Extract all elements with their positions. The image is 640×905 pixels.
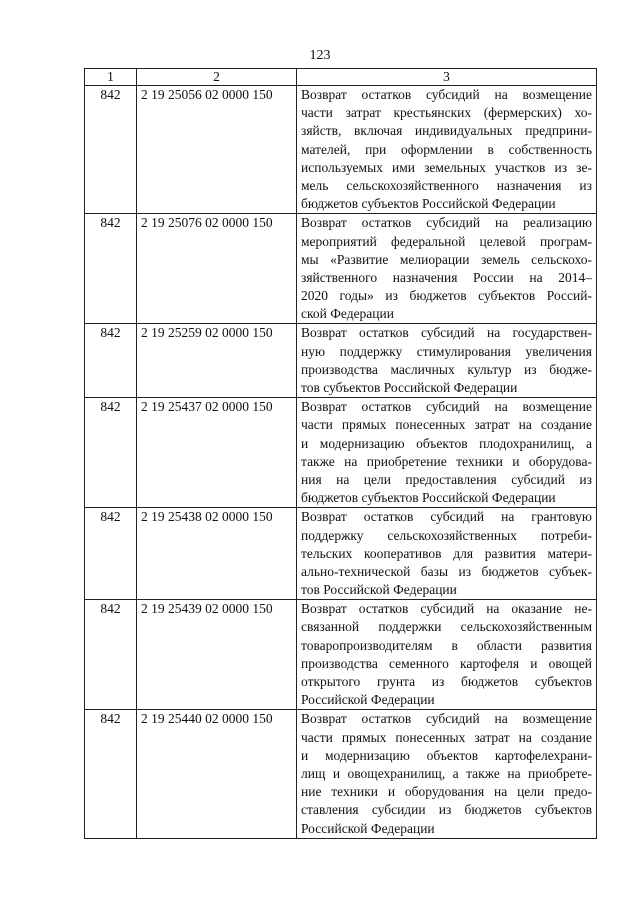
description-line: Возврат остатков субсидий на возмещение xyxy=(301,87,592,102)
description-line: мателей, при оформлении в собственность xyxy=(301,141,592,157)
description-line: ально-технической базы из бюджетов субъек- xyxy=(301,563,592,579)
description-line: 2020 годы» из бюджетов субъектов Россий- xyxy=(301,288,592,304)
description-line: части затрат крестьянских (фермерских) хо- xyxy=(301,105,592,121)
description-line: товаропроизводителям в области развития xyxy=(301,637,592,653)
description-line: лищ и овощехранилищ, а также на приобрете- xyxy=(301,765,592,781)
budget-classification-code-cell: 2 19 25056 02 0000 150 xyxy=(137,86,297,214)
column-header-1: 1 xyxy=(85,69,137,86)
budget-classification-code-cell: 2 19 25439 02 0000 150 xyxy=(137,600,297,710)
income-description-cell xyxy=(297,324,597,398)
budget-classification-code-cell: 2 19 25438 02 0000 150 xyxy=(137,508,297,600)
table-row xyxy=(85,600,597,710)
description-line: ния на цели предоставления субсидий из xyxy=(301,471,592,487)
description-line: зяйств, включая индивидуальных предприни- xyxy=(301,123,592,139)
table-row xyxy=(85,214,597,324)
page-number: 123 xyxy=(309,48,331,63)
description-line: ние техники и оборудования на цели предо- xyxy=(301,784,592,800)
income-description-cell xyxy=(297,214,597,324)
description-line: части прямых понесенных затрат на создание xyxy=(301,417,592,433)
description-line: ную поддержку стимулирования увеличения xyxy=(301,343,592,359)
column-header-3: 3 xyxy=(297,69,597,86)
income-description-cell xyxy=(297,86,597,214)
description-line: и модернизацию объектов картофелехрани- xyxy=(301,747,592,763)
budget-classification-code-cell: 2 19 25440 02 0000 150 xyxy=(137,710,297,838)
description-line: Возврат остатков субсидий на оказание не- xyxy=(301,601,592,617)
admin-code-cell: 842 xyxy=(85,398,137,508)
description-line: связанной поддержки сельскохозяйственным xyxy=(301,619,592,635)
description-line: также на приобретение техники и оборудова- xyxy=(301,453,592,469)
table-row xyxy=(85,86,597,214)
description-line: Возврат остатков субсидий на возмещение xyxy=(301,399,592,415)
description-line: производства семенного картофеля и овощей xyxy=(301,655,592,671)
description-line: и модернизацию объектов плодохранилищ, а xyxy=(301,435,592,451)
income-description-cell xyxy=(297,710,597,838)
table-header-row xyxy=(85,69,597,86)
budget-codes-table xyxy=(84,68,597,839)
description-line: Возврат остатков субсидий на возмещение xyxy=(301,711,592,727)
description-line: мель сельскохозяйственного назначения из xyxy=(301,177,592,193)
column-header-2: 2 xyxy=(137,69,297,86)
description-line: производства масличных культур из бюдже- xyxy=(301,361,592,377)
description-line: мы «Развитие мелиорации земель сельскохо- xyxy=(301,251,592,267)
description-line: используемых ими земельных участков из зе- xyxy=(301,159,592,175)
description-line: бюджетов субъектов Российской Федерации xyxy=(301,490,556,506)
table-row xyxy=(85,710,597,838)
budget-classification-code-cell: 2 19 25076 02 0000 150 xyxy=(137,214,297,324)
description-line: Возврат остатков субсидий на государствен- xyxy=(301,325,592,341)
description-line: ской Федерации xyxy=(301,306,394,322)
table-row xyxy=(85,324,597,398)
admin-code-cell: 842 xyxy=(85,86,137,214)
admin-code-cell: 842 xyxy=(85,214,137,324)
table-row xyxy=(85,508,597,600)
description-line: Российской Федерации xyxy=(301,692,435,708)
description-line: части прямых понесенных затрат на создание xyxy=(301,729,592,745)
description-line: тельских кооперативов для развития матери- xyxy=(301,545,592,561)
description-line: открытого грунта из бюджетов субъектов xyxy=(301,674,592,689)
income-description-cell xyxy=(297,398,597,508)
description-line: зяйственного назначения России на 2014– xyxy=(301,269,592,285)
description-line: ставления субсидии из бюджетов субъектов xyxy=(301,802,592,818)
admin-code-cell: 842 xyxy=(85,600,137,710)
budget-classification-code-cell: 2 19 25437 02 0000 150 xyxy=(137,398,297,508)
budget-classification-code-cell: 2 19 25259 02 0000 150 xyxy=(137,324,297,398)
description-line: Российской Федерации xyxy=(301,820,435,836)
admin-code-cell: 842 xyxy=(85,710,137,838)
income-description-cell xyxy=(297,508,597,600)
admin-code-cell: 842 xyxy=(85,324,137,398)
description-line: поддержку сельскохозяйственных потреби- xyxy=(301,527,592,543)
table-row xyxy=(85,398,597,508)
description-line: бюджетов субъектов Российской Федерации xyxy=(301,196,556,212)
description-line: тов субъектов Российской Федерации xyxy=(301,380,518,395)
description-line: мероприятий федеральной целевой програм- xyxy=(301,233,592,249)
description-line: Возврат остатков субсидий на реализацию xyxy=(301,215,592,231)
income-description-cell xyxy=(297,600,597,710)
description-line: тов Российской Федерации xyxy=(301,582,457,598)
description-line: Возврат остатков субсидий на грантовую xyxy=(301,509,592,525)
table-body xyxy=(85,86,597,839)
admin-code-cell: 842 xyxy=(85,508,137,600)
